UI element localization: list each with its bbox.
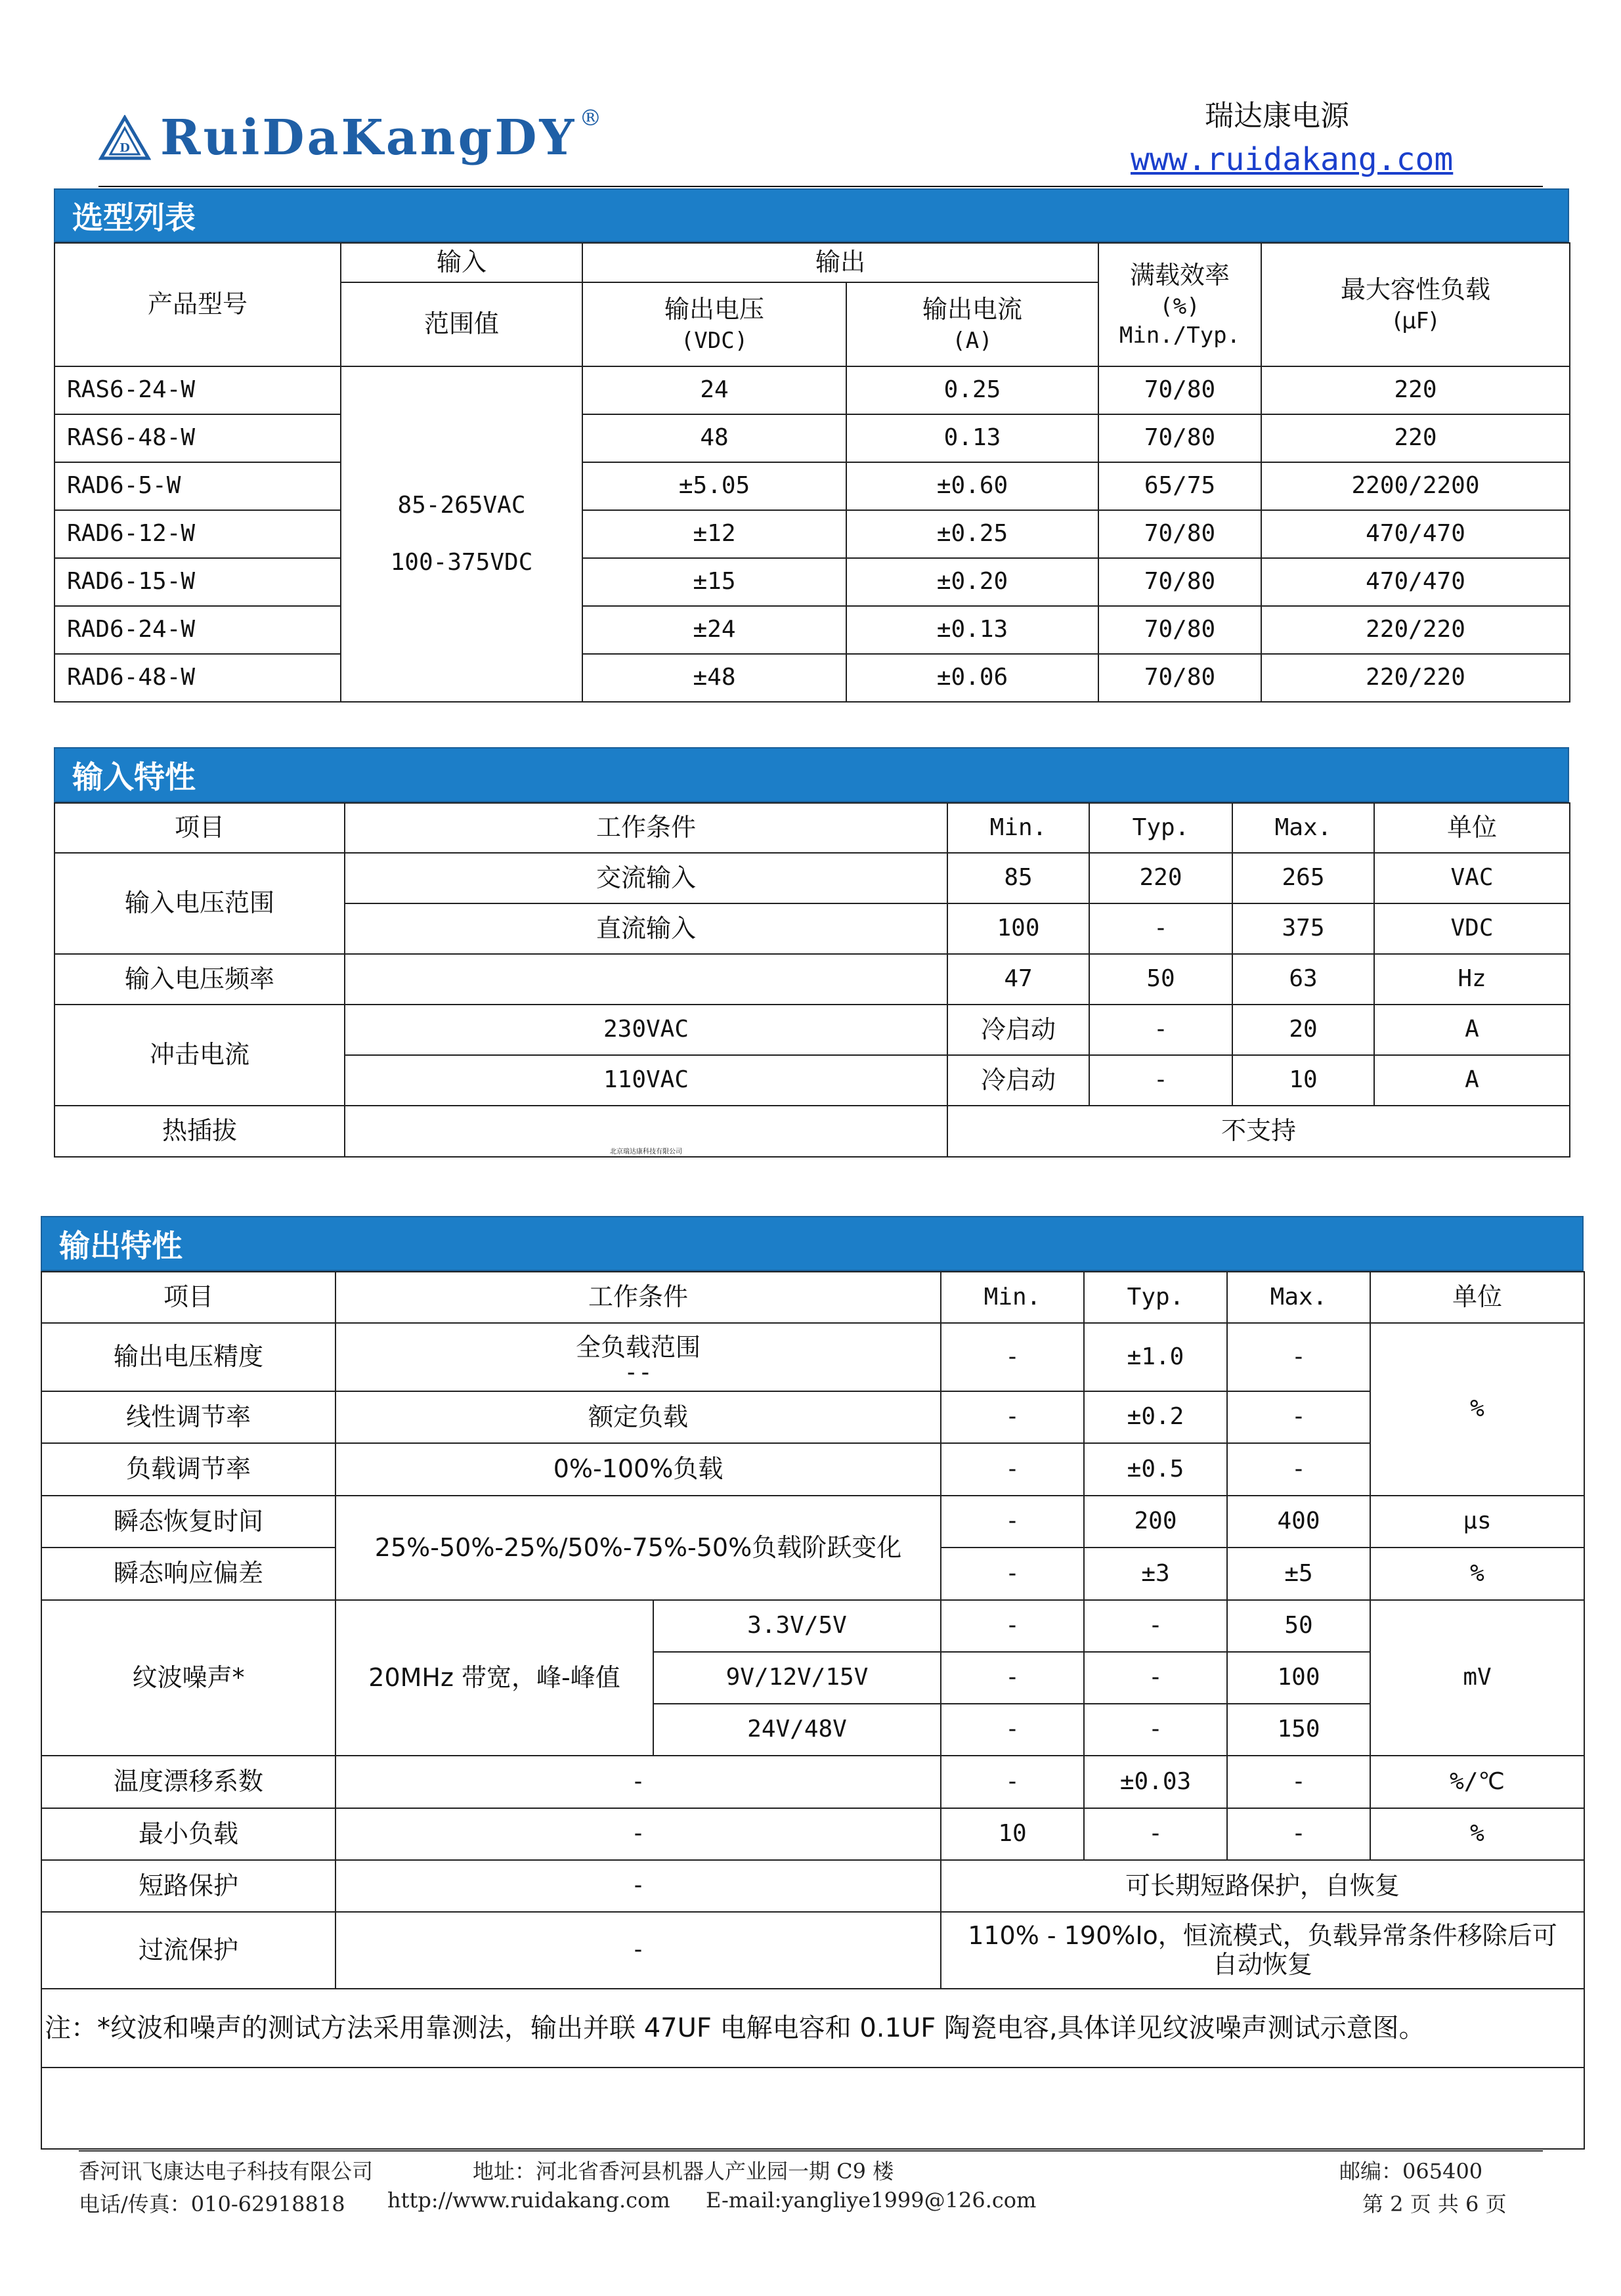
min-cell: - xyxy=(941,1548,1084,1600)
eff-cell: 70/80 xyxy=(1098,366,1261,414)
unit-cell: VAC xyxy=(1374,853,1570,903)
item-min-load: 最小负载 xyxy=(41,1808,335,1860)
short-protection-value: 可长期短路保护，自恢复 xyxy=(941,1860,1584,1912)
cap-cell: 220 xyxy=(1261,366,1570,414)
cond-cell: 20MHz 带宽，峰-峰值 xyxy=(335,1600,653,1756)
max-cell: - xyxy=(1227,1808,1370,1860)
header-range: 范围值 xyxy=(341,282,582,366)
cond-cell xyxy=(335,1323,941,1391)
min-cell: 冷启动 xyxy=(947,1005,1089,1055)
iout-cell: ±0.13 xyxy=(846,606,1098,654)
min-cell: 冷启动 xyxy=(947,1055,1089,1106)
iout-cell: ±0.20 xyxy=(846,558,1098,606)
iout-cell: 0.13 xyxy=(846,414,1098,462)
cond-cell: 230VAC xyxy=(345,1005,947,1055)
typ-cell: ±0.2 xyxy=(1084,1391,1227,1443)
footer-postcode: 邮编：065400 xyxy=(1339,2159,1483,2184)
cap-cell: 470/470 xyxy=(1261,558,1570,606)
min-cell: - xyxy=(941,1391,1084,1443)
item-hotplug: 热插拔 xyxy=(54,1106,345,1157)
iout-unit: (A) xyxy=(952,327,993,354)
eff-unit: (%) xyxy=(1159,293,1200,320)
min-cell: - xyxy=(941,1704,1084,1756)
table-row xyxy=(54,853,1570,903)
eff-label: 满载效率 xyxy=(1130,261,1230,290)
cond-cell: 0%-100%负载 xyxy=(335,1443,941,1496)
ripple-voltage-cell: 24V/48V xyxy=(653,1704,941,1756)
item-accuracy: 输出电压精度 xyxy=(41,1323,335,1391)
table-row xyxy=(41,1912,1584,1989)
header-typ: Typ. xyxy=(1084,1272,1227,1323)
logo-text: RuiDaKangDY xyxy=(160,110,577,166)
cond-text-2: -- xyxy=(624,1359,653,1387)
cap-unit: (µF) xyxy=(1393,307,1438,334)
cond-cell: 交流输入 xyxy=(345,853,947,903)
typ-cell: - xyxy=(1084,1652,1227,1704)
header-model: 产品型号 xyxy=(54,243,341,366)
model-cell: RAD6-24-W xyxy=(54,606,341,654)
company-name: 瑞达康电源 xyxy=(1205,99,1349,133)
model-cell: RAD6-15-W xyxy=(54,558,341,606)
unit-cell: VDC xyxy=(1374,903,1570,954)
registered-mark: ® xyxy=(579,105,602,131)
vout-cell: 24 xyxy=(582,366,846,414)
table-row xyxy=(54,462,1570,510)
header-typ: Typ. xyxy=(1089,803,1232,853)
cap-cell: 2200/2200 xyxy=(1261,462,1570,510)
table-row xyxy=(41,1860,1584,1912)
input-dc: 100-375VDC xyxy=(390,548,533,576)
blank-row xyxy=(41,2068,1584,2149)
typ-cell: - xyxy=(1084,1600,1227,1652)
cond-cell: 额定负载 xyxy=(335,1391,941,1443)
min-cell: - xyxy=(941,1652,1084,1704)
table-row xyxy=(54,414,1570,462)
table-row xyxy=(54,366,1570,414)
section-bar-selection xyxy=(54,188,1569,242)
item-overcurrent-protection: 过流保护 xyxy=(41,1912,335,1989)
min-cell: - xyxy=(941,1756,1084,1808)
table-row xyxy=(41,1391,1584,1443)
iout-cell: 0.25 xyxy=(846,366,1098,414)
table-row xyxy=(54,954,1570,1005)
eff-cell: 70/80 xyxy=(1098,606,1261,654)
table-row xyxy=(54,1005,1570,1055)
table-row xyxy=(41,2068,1584,2149)
vout-cell: ±12 xyxy=(582,510,846,558)
model-cell: RAS6-24-W xyxy=(54,366,341,414)
cond-cell xyxy=(345,954,947,1005)
max-cell: 10 xyxy=(1232,1055,1374,1106)
footer-page-number: 第 2 页 共 6 页 xyxy=(1362,2192,1507,2217)
table-row xyxy=(41,1989,1584,2068)
min-cell: - xyxy=(941,1443,1084,1496)
input-range-cell xyxy=(341,366,582,702)
min-cell: 47 xyxy=(947,954,1089,1005)
max-cell: 50 xyxy=(1227,1600,1370,1652)
item-transient-recovery: 瞬态恢复时间 xyxy=(41,1496,335,1548)
header-iout xyxy=(846,282,1098,366)
max-cell: 150 xyxy=(1227,1704,1370,1756)
typ-cell: - xyxy=(1089,1055,1232,1106)
typ-cell: 50 xyxy=(1089,954,1232,1005)
typ-cell: ±0.5 xyxy=(1084,1443,1227,1496)
unit-cell: µs xyxy=(1370,1496,1584,1548)
footer-company: 香河讯飞康达电子科技有限公司 xyxy=(79,2159,374,2184)
max-cell: 400 xyxy=(1227,1496,1370,1548)
min-cell: - xyxy=(941,1323,1084,1391)
typ-cell: ±3 xyxy=(1084,1548,1227,1600)
table-row xyxy=(54,510,1570,558)
unit-cell: % xyxy=(1370,1808,1584,1860)
eff-cell: 65/75 xyxy=(1098,462,1261,510)
typ-cell: 220 xyxy=(1089,853,1232,903)
footer-url[interactable]: http://www.ruidakang.com xyxy=(387,2188,670,2213)
item-frequency: 输入电压频率 xyxy=(54,954,345,1005)
typ-cell: - xyxy=(1089,903,1232,954)
table-row xyxy=(54,606,1570,654)
max-cell: - xyxy=(1227,1391,1370,1443)
logo-triangle-icon xyxy=(98,115,151,161)
header-divider xyxy=(98,186,1543,187)
vout-unit: (VDC) xyxy=(680,327,748,354)
hotplug-note: 北京瑞达康科技有限公司 xyxy=(345,1106,947,1157)
ripple-note: 注：*纹波和噪声的测试方法采用靠测法，输出并联 47UF 电解电容和 0.1UF 陶瓷电容,具体详见纹波噪声测试示意图。 xyxy=(41,1989,1584,2068)
model-cell: RAD6-48-W xyxy=(54,654,341,702)
item-voltage-range: 输入电压范围 xyxy=(54,853,345,954)
unit-cell: A xyxy=(1374,1005,1570,1055)
table-row xyxy=(54,558,1570,606)
header-input: 输入 xyxy=(341,243,582,282)
typ-cell: - xyxy=(1089,1005,1232,1055)
vout-cell: ±48 xyxy=(582,654,846,702)
table-row xyxy=(54,1106,1570,1157)
hotplug-value: 不支持 xyxy=(947,1106,1570,1157)
company-logo xyxy=(98,105,602,167)
min-cell: 10 xyxy=(941,1808,1084,1860)
unit-cell: mV xyxy=(1370,1600,1584,1756)
model-cell: RAD6-12-W xyxy=(54,510,341,558)
cond-cell: - xyxy=(335,1860,941,1912)
header-min: Min. xyxy=(947,803,1089,853)
cap-cell: 220 xyxy=(1261,414,1570,462)
header-min: Min. xyxy=(941,1272,1084,1323)
iout-cell: ±0.25 xyxy=(846,510,1098,558)
min-cell: 100 xyxy=(947,903,1089,954)
typ-cell: 200 xyxy=(1084,1496,1227,1548)
section-bar-output xyxy=(41,1216,1584,1271)
footer-phone: 电话/传真：010-62918818 xyxy=(79,2192,345,2217)
footer-divider xyxy=(79,2150,1543,2152)
model-cell: RAS6-48-W xyxy=(54,414,341,462)
max-cell: ±5 xyxy=(1227,1548,1370,1600)
output-spec-table xyxy=(41,1271,1585,2150)
unit-cell: % xyxy=(1370,1548,1584,1600)
table-row xyxy=(41,1496,1584,1548)
vout-cell: ±24 xyxy=(582,606,846,654)
max-cell: 265 xyxy=(1232,853,1374,903)
min-cell: - xyxy=(941,1600,1084,1652)
vout-label: 输出电压 xyxy=(664,295,764,324)
iout-cell: ±0.60 xyxy=(846,462,1098,510)
table-row xyxy=(54,654,1570,702)
iout-label: 输出电流 xyxy=(922,295,1023,324)
website-link[interactable]: www.ruidakang.com xyxy=(1131,141,1454,178)
cond-text: 全负载范围 xyxy=(576,1332,701,1362)
typ-cell: - xyxy=(1084,1704,1227,1756)
header-vout xyxy=(582,282,846,366)
item-transient-deviation: 瞬态响应偏差 xyxy=(41,1548,335,1600)
unit-cell: %/℃ xyxy=(1370,1756,1584,1808)
section-bar-input xyxy=(54,747,1569,802)
header-output: 输出 xyxy=(582,243,1098,282)
eff-cell: 70/80 xyxy=(1098,414,1261,462)
max-cell: 20 xyxy=(1232,1005,1374,1055)
cond-cell: 110VAC xyxy=(345,1055,947,1106)
header-unit: 单位 xyxy=(1370,1272,1584,1323)
item-temp-coefficient: 温度漂移系数 xyxy=(41,1756,335,1808)
vout-cell: ±15 xyxy=(582,558,846,606)
header-max: Max. xyxy=(1227,1272,1370,1323)
eff-cell: 70/80 xyxy=(1098,654,1261,702)
footer-address: 地址：河北省香河县机器人产业园一期 C9 楼 xyxy=(473,2159,894,2184)
item-short-protection: 短路保护 xyxy=(41,1860,335,1912)
header-max: Max. xyxy=(1232,803,1374,853)
table-row xyxy=(41,1808,1584,1860)
unit-cell: Hz xyxy=(1374,954,1570,1005)
unit-cell: A xyxy=(1374,1055,1570,1106)
header-condition: 工作条件 xyxy=(335,1272,941,1323)
item-ripple: 纹波噪声* xyxy=(41,1600,335,1756)
section-title: 输出特性 xyxy=(59,1228,183,1265)
max-cell: 100 xyxy=(1227,1652,1370,1704)
header-condition: 工作条件 xyxy=(345,803,947,853)
eff-mintyp: Min./Typ. xyxy=(1119,322,1241,349)
ripple-voltage-cell: 3.3V/5V xyxy=(653,1600,941,1652)
eff-cell: 70/80 xyxy=(1098,510,1261,558)
ripple-voltage-cell: 9V/12V/15V xyxy=(653,1652,941,1704)
cond-cell: 25%-50%-25%/50%-75%-50%负载阶跃变化 xyxy=(335,1496,941,1600)
min-cell: - xyxy=(941,1496,1084,1548)
max-cell: - xyxy=(1227,1323,1370,1391)
typ-cell: - xyxy=(1084,1808,1227,1860)
item-line-regulation: 线性调节率 xyxy=(41,1391,335,1443)
cond-cell: 直流输入 xyxy=(345,903,947,954)
vout-cell: ±5.05 xyxy=(582,462,846,510)
model-cell: RAD6-5-W xyxy=(54,462,341,510)
cap-cell: 220/220 xyxy=(1261,654,1570,702)
table-row xyxy=(41,1443,1584,1496)
cap-cell: 220/220 xyxy=(1261,606,1570,654)
max-cell: 63 xyxy=(1232,954,1374,1005)
table-row xyxy=(41,1600,1584,1652)
input-spec-table xyxy=(54,802,1570,1158)
section-title: 选型列表 xyxy=(72,200,196,236)
typ-cell: ±1.0 xyxy=(1084,1323,1227,1391)
header-unit: 单位 xyxy=(1374,803,1570,853)
header-item: 项目 xyxy=(41,1272,335,1323)
item-load-regulation: 负载调节率 xyxy=(41,1443,335,1496)
overcurrent-value xyxy=(941,1912,1584,1989)
table-row xyxy=(41,1756,1584,1808)
footer-email[interactable]: E-mail:yangliye1999@126.com xyxy=(706,2188,1037,2213)
max-cell: - xyxy=(1227,1443,1370,1496)
svg-text:D: D xyxy=(119,141,130,155)
cond-cell: - xyxy=(335,1756,941,1808)
iout-cell: ±0.06 xyxy=(846,654,1098,702)
item-inrush: 冲击电流 xyxy=(54,1005,345,1106)
max-cell: 375 xyxy=(1232,903,1374,954)
cond-cell: - xyxy=(335,1808,941,1860)
cap-label: 最大容性负载 xyxy=(1341,275,1491,305)
eff-cell: 70/80 xyxy=(1098,558,1261,606)
overcurrent-line-1: 110% - 190%Io，恒流模式，负载异常条件移除后可 xyxy=(968,1920,1557,1950)
cap-cell: 470/470 xyxy=(1261,510,1570,558)
section-title: 输入特性 xyxy=(72,759,196,796)
vout-cell: 48 xyxy=(582,414,846,462)
unit-cell: % xyxy=(1370,1323,1584,1496)
overcurrent-line-2: 自动恢复 xyxy=(1213,1949,1313,1979)
typ-cell: ±0.03 xyxy=(1084,1756,1227,1808)
cond-cell: - xyxy=(335,1912,941,1989)
input-ac: 85-265VAC xyxy=(397,491,526,519)
header-capacitive-load xyxy=(1261,243,1570,366)
table-row xyxy=(41,1323,1584,1391)
header-efficiency xyxy=(1098,243,1261,366)
min-cell: 85 xyxy=(947,853,1089,903)
header-item: 项目 xyxy=(54,803,345,853)
max-cell: - xyxy=(1227,1756,1370,1808)
selection-table xyxy=(54,242,1570,703)
